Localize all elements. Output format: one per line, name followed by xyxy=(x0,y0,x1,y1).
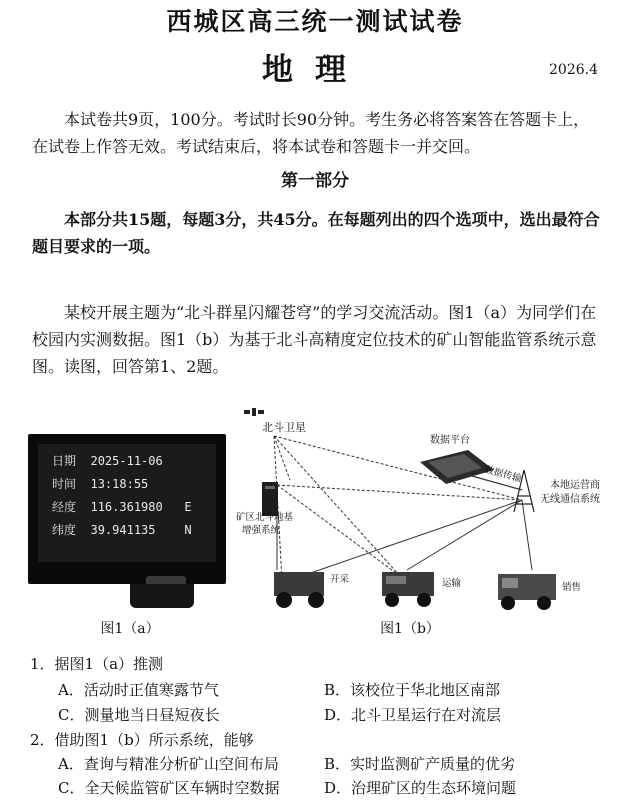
exam-date: 2026.4 xyxy=(549,62,598,78)
question-1-stem: 1．据图1（a）推测 xyxy=(30,655,164,673)
q2-option-b: B．实时监测矿产质量的优劣 xyxy=(324,755,516,773)
screen-row-longitude: 经度 116.361980 E xyxy=(52,500,192,514)
q2-option-d: D．治理矿区的生态环境问题 xyxy=(324,779,517,797)
screen-display xyxy=(38,444,216,562)
screen-row-latitude: 纬度 39.941135 N xyxy=(52,523,192,537)
gps-device-screen xyxy=(28,434,226,584)
label-transport: 运输 xyxy=(442,578,462,589)
q2-option-c: C．全天候监管矿区车辆时空数据 xyxy=(58,779,280,797)
q2-option-a: A．查询与精准分析矿山空间布局 xyxy=(58,755,279,773)
subject-title: 地理 xyxy=(262,52,368,88)
exam-title: 西城区高三统一测试试卷 xyxy=(166,7,464,36)
q1-option-a: A．活动时正值寒露节气 xyxy=(58,681,219,699)
figure-b-caption: 图1（b） xyxy=(380,621,440,637)
question-2-stem: 2．借助图1（b）所示系统，能够 xyxy=(30,731,254,749)
device-stand xyxy=(130,584,194,608)
signal-lines xyxy=(274,436,522,580)
label-sales: 销售 xyxy=(562,582,582,593)
passage: 某校开展主题为“北斗群星闪耀苍穹”的学习交流活动。图1（a）为同学们在校园内实测数据。图1（b）为基于北斗高精度定位技术的矿山智能监管系统示意图。读图，回答第1、2题。 xyxy=(32,303,597,376)
satellite-icon xyxy=(244,408,264,416)
label-base-line2: 增强系统 xyxy=(242,525,281,536)
screen-row-time: 时间 13:18:55 xyxy=(52,477,149,491)
figure-a-caption: 图1（a） xyxy=(100,621,160,637)
label-operator-line2: 无线通信系统 xyxy=(540,494,600,505)
label-base-line1: 矿区北斗地基 xyxy=(236,512,294,523)
sales-truck-icon xyxy=(498,574,556,610)
part-intro: 本部分共15题，每题3分，共45分。在每题列出的四个选项中，选出最符合题目要求的一项。 xyxy=(32,210,600,256)
label-data-transfer: 数据传输 xyxy=(483,464,523,485)
mining-monitoring-diagram xyxy=(232,400,616,618)
q1-option-c: C．测量地当日昼短夜长 xyxy=(58,706,220,724)
label-operator-line1: 本地运营商 xyxy=(550,480,600,491)
ground-base-station-icon xyxy=(262,482,278,516)
transport-truck-icon xyxy=(382,572,434,607)
part-title: 第一部分 xyxy=(281,171,349,191)
label-satellite: 北斗卫星 xyxy=(262,421,306,434)
label-mining: 开采 xyxy=(330,574,350,585)
screen-row-date: 日期 2025-11-06 xyxy=(52,454,163,468)
q1-option-b: B．该校位于华北地区南部 xyxy=(324,681,501,699)
instructions: 本试卷共9页，100分。考试时长90分钟。考生务必将答案答在答题卡上，在试卷上作答无效。考试结束后，将本试卷和答题卡一并交回。 xyxy=(32,110,590,156)
label-data-platform: 数据平台 xyxy=(430,435,470,446)
mining-truck-icon xyxy=(274,572,324,608)
q1-option-d: D．北斗卫星运行在对流层 xyxy=(324,706,502,724)
